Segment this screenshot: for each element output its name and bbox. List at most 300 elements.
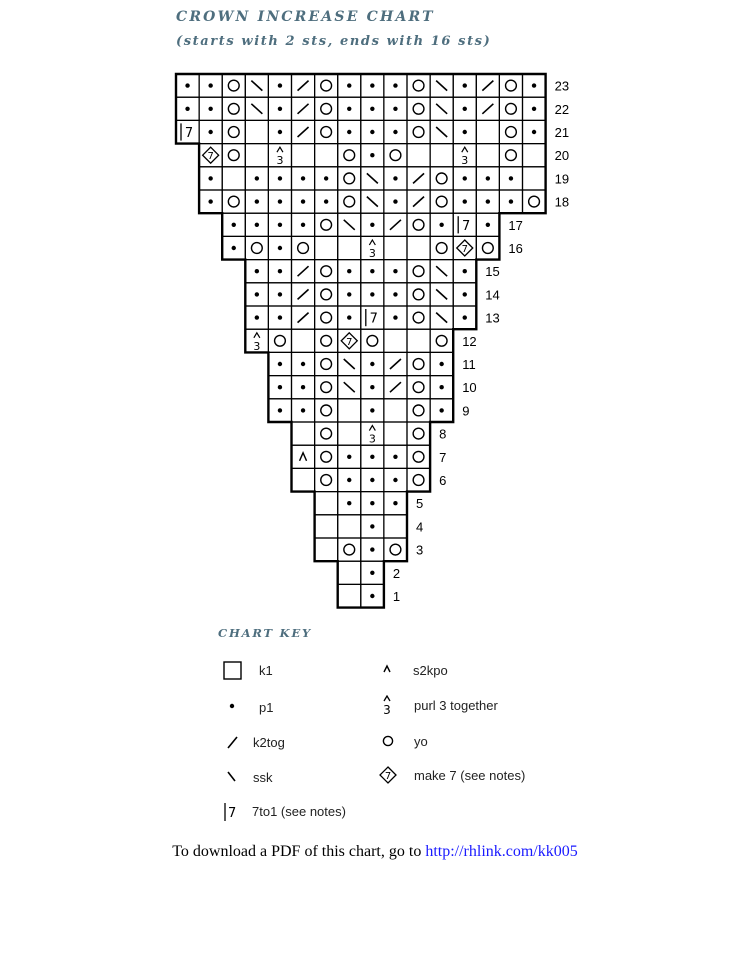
- purl-dot: [278, 223, 282, 227]
- chart-subtitle: (starts with 2 sts, ends with 16 sts): [176, 34, 492, 49]
- yarn-over-circle: [321, 335, 332, 346]
- ssk-backslash: [344, 382, 355, 392]
- stitch-cell: [338, 190, 361, 213]
- yarn-over-circle: [321, 103, 332, 114]
- purl-dot: [255, 199, 259, 203]
- k2tog-slash: [390, 359, 401, 369]
- purl-dot: [463, 315, 467, 319]
- svg-text:7: 7: [384, 771, 392, 782]
- stitch-cell: [407, 352, 430, 375]
- yarn-over-circle: [251, 243, 262, 254]
- stitch-cell: [430, 167, 453, 190]
- purl-dot: [439, 362, 443, 366]
- stitch-cell: [292, 468, 315, 491]
- purl-dot: [347, 315, 351, 319]
- seven-to-one-numeral: 7: [369, 311, 378, 327]
- ssk-backslash-icon: [222, 767, 246, 789]
- stitch-cell: [292, 236, 315, 259]
- purl-three-together-caret: [462, 147, 468, 152]
- purl-dot: [370, 594, 374, 598]
- purl-dot: [393, 455, 397, 459]
- purl-dot: [393, 83, 397, 87]
- chart-row-12: [245, 329, 476, 353]
- purl-three-together-numeral: 3: [276, 154, 284, 168]
- yarn-over-circle: [413, 405, 424, 416]
- purl-dot: [347, 478, 351, 482]
- yarn-over-circle: [321, 475, 332, 486]
- yarn-over-circle: [321, 382, 332, 393]
- purl-dot: [463, 83, 467, 87]
- purl-dot: [370, 524, 374, 528]
- chart-row-11: [268, 352, 475, 375]
- purl-dot: [439, 408, 443, 412]
- purl-dot: [486, 176, 490, 180]
- stitch-cell: [315, 515, 338, 538]
- chart-row-1: [338, 584, 400, 607]
- stitch-cell: [499, 97, 522, 120]
- yarn-over-circle: [321, 266, 332, 277]
- stitch-cell: [315, 399, 338, 422]
- footer-text: To download a PDF of this chart, go to: [172, 843, 422, 860]
- purl-dot: [370, 83, 374, 87]
- purl-dot: [463, 107, 467, 111]
- row-number-label: 12: [462, 333, 477, 349]
- yarn-over-circle: [321, 405, 332, 416]
- stitch-cell: [222, 74, 245, 97]
- yarn-over-circle: [413, 219, 424, 230]
- ssk-backslash: [436, 266, 447, 276]
- key-label: k1: [259, 663, 273, 678]
- stitch-cell: [268, 329, 291, 352]
- stitch-cell: [338, 236, 361, 259]
- ssk-backslash: [436, 289, 447, 299]
- footer: [0, 843, 750, 861]
- seven-to-one-numeral: 7: [462, 218, 471, 234]
- row-number-label: 20: [554, 148, 570, 164]
- yarn-over-circle: [413, 80, 424, 91]
- purl-dot: [278, 315, 282, 319]
- purl-dot: [370, 107, 374, 111]
- yarn-over-circle: [413, 451, 424, 462]
- make-seven-numeral: 7: [207, 151, 214, 163]
- stitch-cell: [384, 399, 407, 422]
- yarn-over-circle: [529, 196, 540, 207]
- purl-dot: [393, 107, 397, 111]
- stitch-cell: [407, 422, 430, 445]
- row-number-label: 9: [462, 403, 470, 419]
- yarn-over-circle: [413, 103, 424, 114]
- purl-dot: [393, 199, 397, 203]
- purl-dot: [208, 130, 212, 134]
- purl-dot: [208, 176, 212, 180]
- purl-dot: [370, 571, 374, 575]
- stitch-cell: [315, 236, 338, 259]
- yarn-over-circle: [321, 80, 332, 91]
- stitch-cell: [315, 213, 338, 236]
- row-number-label: 16: [508, 241, 523, 256]
- key-label: s2kpo: [413, 663, 448, 678]
- chart-row-13: [245, 306, 499, 329]
- purl-dot: [232, 223, 236, 227]
- purl-three-together-numeral: 3: [461, 154, 469, 168]
- chart-row-14: [245, 283, 499, 306]
- chart-row-18: [199, 190, 569, 213]
- yarn-over-circle: [413, 359, 424, 370]
- stitch-cell: [430, 236, 453, 259]
- key-label: purl 3 together: [414, 698, 498, 713]
- purl-dot: [278, 83, 282, 87]
- stitch-cell: [338, 422, 361, 445]
- key-label: yo: [414, 734, 428, 749]
- yarn-over-circle: [413, 312, 424, 323]
- yarn-over-circle: [506, 150, 517, 161]
- svg-text:3: 3: [383, 703, 391, 717]
- yarn-over-circle: [413, 289, 424, 300]
- stitch-cell: [222, 120, 245, 143]
- yarn-over-circle: [390, 544, 401, 555]
- purl-dot: [463, 269, 467, 273]
- ssk-backslash: [344, 359, 355, 369]
- k2tog-slash: [390, 382, 401, 392]
- purl-dot: [370, 362, 374, 366]
- stitch-cell: [384, 422, 407, 445]
- stitch-cell: [407, 144, 430, 167]
- stitch-cell: [476, 236, 499, 259]
- chart-row-8: [292, 422, 447, 446]
- yarn-over-circle: [344, 196, 355, 207]
- stitch-cell: [222, 144, 245, 167]
- row-number-label: 3: [416, 542, 424, 558]
- stitch-cell: [407, 329, 430, 352]
- row-number-label: 15: [485, 264, 500, 280]
- purl-dot: [393, 315, 397, 319]
- purl-three-together-numeral: 3: [368, 432, 376, 446]
- purl-dot: [347, 269, 351, 273]
- purl-three-together-icon: [378, 695, 402, 717]
- purl-dot: [370, 408, 374, 412]
- purl-dot: [278, 130, 282, 134]
- stitch-cell: [315, 120, 338, 143]
- purl-dot: [278, 269, 282, 273]
- yarn-over-circle: [413, 382, 424, 393]
- key-label: k2tog: [253, 735, 285, 750]
- seven-to-one-icon: [222, 801, 246, 823]
- row-number-label: 11: [462, 357, 476, 372]
- purl-dot: [278, 246, 282, 250]
- stitch-cell: [315, 492, 338, 515]
- purl-dot: [301, 223, 305, 227]
- chart-row-7: [292, 445, 447, 468]
- seven-to-one-numeral: 7: [184, 126, 194, 141]
- purl-three-together-caret: [254, 333, 260, 338]
- yarn-over-circle: [413, 266, 424, 277]
- yarn-over-circle: [506, 127, 517, 138]
- stitch-cell: [338, 144, 361, 167]
- yarn-over-circle: [413, 428, 424, 439]
- k2tog-slash: [298, 104, 309, 114]
- yarn-over-circle: [228, 103, 239, 114]
- purl-dot: [509, 199, 513, 203]
- purl-three-together-caret: [369, 240, 375, 245]
- stitch-cell: [407, 236, 430, 259]
- stitch-cell: [292, 144, 315, 167]
- row-number-label: 13: [485, 310, 500, 326]
- yarn-over-circle: [228, 127, 239, 138]
- purl-dot: [185, 107, 189, 111]
- k2tog-slash: [390, 220, 401, 230]
- make-seven-numeral: 7: [461, 244, 468, 255]
- row-number-label: 23: [554, 78, 570, 94]
- purl-three-together-caret: [369, 426, 375, 431]
- purl-dot: [532, 130, 536, 134]
- chart-row-15: [245, 260, 499, 283]
- ssk-backslash: [436, 104, 447, 114]
- chart-row-20: [199, 144, 569, 168]
- stitch-cell: [361, 329, 384, 352]
- row-number-label: 19: [554, 171, 570, 187]
- purl-dot: [301, 362, 305, 366]
- purl-dot: [463, 199, 467, 203]
- k2tog-slash: [413, 197, 424, 207]
- row-number-label: 5: [416, 496, 424, 512]
- purl-dot: [255, 269, 259, 273]
- k2tog-slash: [413, 173, 424, 183]
- stitch-cell: [430, 144, 453, 167]
- yarn-over-circle: [298, 243, 309, 254]
- stitch-cell: [315, 445, 338, 468]
- stitch-cell: [384, 236, 407, 259]
- row-number-label: 17: [508, 217, 523, 233]
- purl-dot: [255, 223, 259, 227]
- pdf-download-link[interactable]: http://rhlink.com/kk005: [425, 843, 578, 860]
- stitch-cell: [407, 445, 430, 468]
- purl-dot: [370, 501, 374, 505]
- yarn-over-circle: [436, 196, 447, 207]
- purl-dot: [301, 408, 305, 412]
- purl-dot: [208, 199, 212, 203]
- yarn-over-circle: [436, 173, 447, 184]
- yarn-over-circle: [344, 150, 355, 161]
- purl-dot: [486, 199, 490, 203]
- ssk-backslash: [367, 197, 378, 207]
- purl-dot: [370, 223, 374, 227]
- stitch-cell: [384, 538, 407, 561]
- purl-dot-icon: [222, 697, 246, 719]
- purl-dot: [463, 176, 467, 180]
- yarn-over-circle: [344, 173, 355, 184]
- stitch-cell: [384, 329, 407, 352]
- row-number-label: 22: [554, 101, 570, 117]
- yarn-over-circle: [482, 243, 493, 254]
- stitch-cell: [384, 144, 407, 167]
- purl-dot: [509, 176, 513, 180]
- stitch-cell: [407, 306, 430, 329]
- key-label: 7to1 (see notes): [252, 804, 346, 819]
- chart-row-10: [268, 376, 476, 399]
- purl-dot: [463, 130, 467, 134]
- purl-dot: [347, 130, 351, 134]
- ssk-backslash: [251, 104, 262, 114]
- stitch-cell: [315, 74, 338, 97]
- stitch-cell: [245, 120, 268, 143]
- chart-row-2: [338, 561, 400, 584]
- row-number-label: 10: [462, 380, 477, 396]
- purl-dot: [347, 107, 351, 111]
- yarn-over-circle: [321, 451, 332, 462]
- ssk-backslash: [344, 220, 355, 230]
- stitch-cell: [315, 306, 338, 329]
- purl-dot: [370, 130, 374, 134]
- purl-dot: [393, 130, 397, 134]
- s2kpo-caret-icon: [378, 660, 402, 682]
- chart-row-6: [292, 468, 447, 491]
- purl-dot: [278, 408, 282, 412]
- yarn-over-circle: [228, 150, 239, 161]
- purl-three-together-caret: [277, 147, 283, 152]
- stitch-cell: [407, 120, 430, 143]
- purl-dot: [255, 176, 259, 180]
- yarn-over-circle: [321, 359, 332, 370]
- yarn-over-circle: [506, 80, 517, 91]
- yarn-over-circle-icon: [378, 731, 402, 753]
- row-number-label: 6: [439, 473, 447, 488]
- purl-dot: [278, 176, 282, 180]
- k2tog-slash: [298, 127, 309, 137]
- stitch-cell: [430, 190, 453, 213]
- ssk-backslash: [436, 313, 447, 323]
- yarn-over-circle: [436, 335, 447, 346]
- key-label: make 7 (see notes): [414, 768, 526, 783]
- k2tog-slash: [298, 81, 309, 91]
- stitch-cell: [523, 144, 546, 167]
- yarn-over-circle: [321, 428, 332, 439]
- chart-key-title: CHART KEY: [218, 626, 313, 640]
- chart-row-22: [176, 97, 569, 120]
- purl-dot: [370, 269, 374, 273]
- purl-dot: [439, 385, 443, 389]
- row-number-label: 1: [392, 589, 401, 604]
- k2tog-slash: [298, 313, 309, 323]
- stitch-cell: [292, 329, 315, 352]
- purl-dot: [301, 176, 305, 180]
- purl-dot: [278, 292, 282, 296]
- purl-dot: [278, 362, 282, 366]
- stitch-cell: [407, 260, 430, 283]
- yarn-over-circle: [321, 219, 332, 230]
- row-number-label: 2: [392, 565, 401, 581]
- purl-dot: [532, 83, 536, 87]
- purl-dot: [278, 385, 282, 389]
- purl-dot: [301, 199, 305, 203]
- yarn-over-circle: [344, 544, 355, 555]
- key-label: p1: [259, 700, 274, 715]
- stitch-cell: [523, 167, 546, 190]
- make-seven-numeral: 7: [346, 336, 353, 348]
- purl-dot: [347, 292, 351, 296]
- chart-row-9: [268, 399, 469, 422]
- stitch-cell: [430, 329, 453, 352]
- make-seven-diamond-icon: [378, 765, 402, 787]
- chart-title: CROWN INCREASE CHART: [176, 9, 435, 25]
- stitch-cell: [222, 97, 245, 120]
- purl-dot: [347, 83, 351, 87]
- svg-text:7: 7: [228, 806, 237, 821]
- stitch-cell: [407, 213, 430, 236]
- s2kpo-caret: [300, 453, 307, 461]
- stitch-cell: [407, 97, 430, 120]
- chart-row-16: [222, 236, 523, 260]
- stitch-cell: [338, 167, 361, 190]
- stitch-cell: [476, 144, 499, 167]
- key-label: ssk: [253, 770, 273, 785]
- row-number-label: 21: [554, 125, 570, 140]
- ssk-backslash: [367, 173, 378, 183]
- stitch-cell: [499, 74, 522, 97]
- row-number-label: 8: [439, 426, 447, 442]
- purl-three-together-numeral: 3: [253, 339, 261, 353]
- yarn-over-circle: [413, 127, 424, 138]
- ssk-backslash: [251, 81, 262, 91]
- stitch-cell: [476, 120, 499, 143]
- row-number-label: 14: [485, 287, 500, 303]
- yarn-over-circle: [228, 80, 239, 91]
- stitch-cell: [245, 236, 268, 259]
- k2tog-slash-icon: [222, 732, 246, 754]
- purl-dot: [208, 83, 212, 87]
- purl-dot: [232, 246, 236, 250]
- yarn-over-circle: [367, 335, 378, 346]
- stitch-cell: [315, 260, 338, 283]
- purl-dot: [301, 385, 305, 389]
- purl-dot: [370, 547, 374, 551]
- stitch-cell: [222, 190, 245, 213]
- row-number-label: 7: [439, 449, 447, 465]
- stitch-cell: [407, 74, 430, 97]
- purl-dot: [370, 153, 374, 157]
- purl-dot: [255, 315, 259, 319]
- stitch-cell: [407, 468, 430, 491]
- purl-dot: [347, 501, 351, 505]
- purl-dot: [393, 292, 397, 296]
- purl-three-together-numeral: 3: [368, 247, 376, 260]
- purl-dot: [393, 269, 397, 273]
- purl-dot: [393, 176, 397, 180]
- purl-dot: [370, 455, 374, 459]
- stitch-cell: [315, 376, 338, 399]
- stitch-cell: [523, 190, 546, 213]
- stitch-cell: [292, 445, 315, 468]
- knit-square-icon: [222, 660, 246, 682]
- k2tog-slash: [298, 266, 309, 276]
- purl-dot: [393, 478, 397, 482]
- yarn-over-circle: [321, 312, 332, 323]
- purl-dot: [324, 176, 328, 180]
- stitch-cell: [407, 283, 430, 306]
- purl-dot: [278, 199, 282, 203]
- purl-dot: [439, 223, 443, 227]
- purl-dot: [393, 501, 397, 505]
- stitch-cell: [338, 399, 361, 422]
- yarn-over-circle: [228, 196, 239, 207]
- yarn-over-circle: [321, 289, 332, 300]
- chart-row-19: [199, 167, 569, 190]
- stitch-cell: [292, 422, 315, 445]
- stitch-cell: [499, 120, 522, 143]
- purl-dot: [208, 107, 212, 111]
- yarn-over-circle: [390, 150, 401, 161]
- stitch-cell: [315, 329, 338, 352]
- yarn-over-circle: [413, 475, 424, 486]
